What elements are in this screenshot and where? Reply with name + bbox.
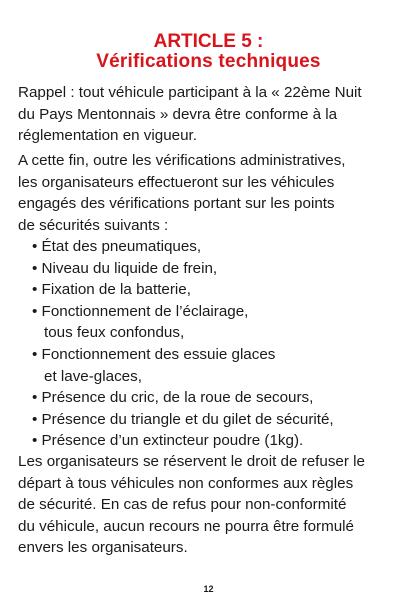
checklist-item: • Fixation de la batterie, — [32, 281, 191, 299]
paragraph-line: départ à tous véhicules non conformes aux règles — [18, 474, 354, 492]
paragraph-line: Rappel : tout véhicule participant à la « 22ème Nuit — [18, 84, 362, 101]
reminder-paragraph — [18, 82, 402, 147]
checklist-item: • Présence du cric, de la roue de secours, — [32, 389, 314, 407]
paragraph-line: de sécurité. En cas de refus pour non-conformité — [18, 496, 347, 514]
paragraph-line: envers les organisateurs. — [18, 539, 188, 557]
checklist-item: • Fonctionnement de l’éclairage, — [32, 302, 249, 320]
refusal-paragraph — [18, 451, 402, 559]
checklist-item-continuation: tous feux confondus, — [44, 324, 185, 342]
article-title: ARTICLE 5 : — [153, 31, 264, 52]
intro-paragraph — [18, 150, 402, 236]
paragraph-line: du Pays Mentonnais » devra être conforme à la — [18, 105, 338, 123]
paragraph-line: du véhicule, aucun recours ne pourra être formulé — [18, 517, 355, 535]
safety-checklist — [18, 236, 402, 452]
checklist-item-continuation: et lave-glaces, — [44, 367, 142, 385]
article-subtitle: Vérifications techniques — [96, 51, 321, 72]
checklist-item: • Fonctionnement des essuie glaces — [32, 345, 276, 363]
checklist-item: • Présence d’un extincteur poudre (1kg). — [32, 432, 304, 450]
checklist-item: • Présence du triangle et du gilet de sécurité, — [32, 410, 334, 428]
paragraph-line: engagés des vérifications portant sur les points — [18, 195, 335, 213]
page-number: 12 — [203, 584, 214, 594]
paragraph-line: Les organisateurs se réservent le droit de refuser le — [18, 453, 365, 470]
checklist-item: • État des pneumatiques, — [32, 238, 202, 255]
paragraph-line: A cette fin, outre les vérifications administratives, — [18, 152, 346, 169]
checklist-item: • Niveau du liquide de frein, — [32, 259, 218, 277]
paragraph-line: réglementation en vigueur. — [18, 127, 197, 145]
paragraph-line: les organisateurs effectueront sur les véhicules — [18, 173, 335, 191]
paragraph-line: de sécurités suivants : — [18, 216, 169, 234]
